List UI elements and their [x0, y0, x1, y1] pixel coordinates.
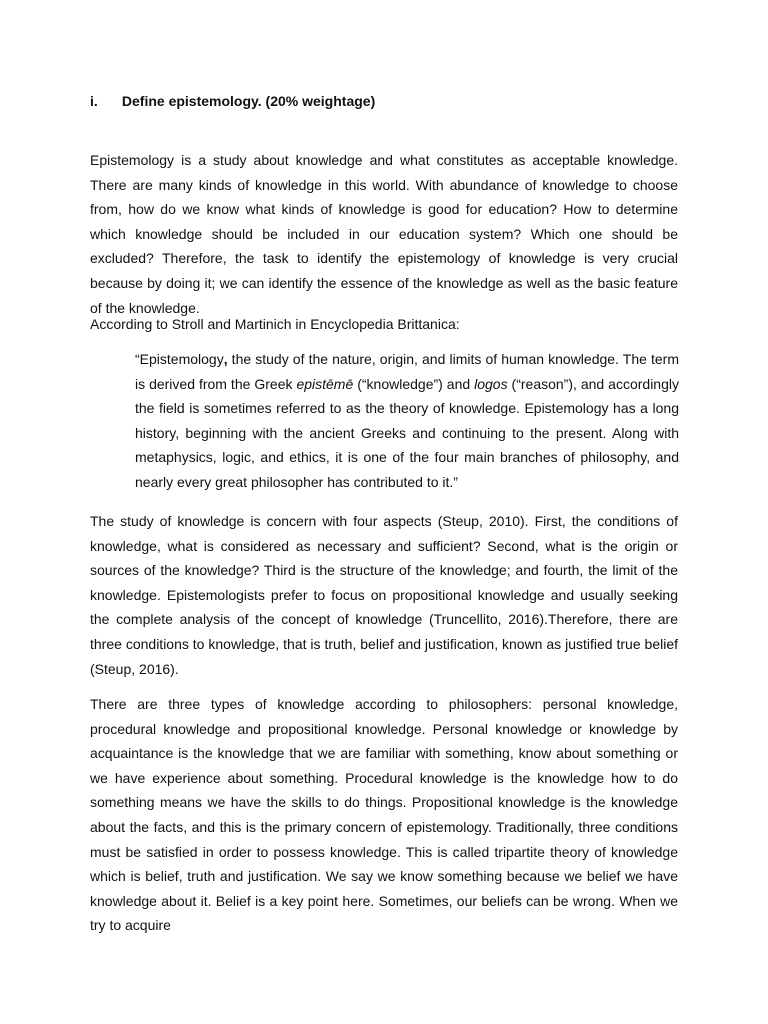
paragraph-intro: Epistemology is a study about knowledge and what constitutes as acceptable knowledge. There are many kinds of knowledge in this world. With abundance of knowledge to choose from, how do we know what kinds of knowledge is good for education? How to determine which knowledge should be included in our education system? Which one should be excluded? Therefore, the task to identify the epistemology of knowledge is very crucial because by doing it; we can identify the essence of the knowledge as well as the basic feature of the knowledge.	[90, 152, 678, 316]
quote-part3: (“reason”), and accordingly the field is sometimes referred to as the theory of knowledge. Epistemology has a long history, beginning with the ancient Greeks and continuing to the present. Along with metaphysics, logic, and ethics, it is one of the four main branches of philosophy, and nearly every great philosopher has contributed to it.”	[135, 375, 679, 490]
paragraph-according-to: According to Stroll and Martinich in Encyclopedia Brittanica:	[90, 316, 460, 332]
quote-part1: the study of the nature, origin, and limits of human knowledge. The term is derived from the Greek	[135, 351, 679, 392]
quote-open: “Epistemology	[135, 351, 224, 367]
quote-comma: ,	[223, 351, 228, 367]
quote-term-episteme: epistēmē	[296, 375, 354, 392]
quote-part2: (“knowledge”) and	[353, 375, 475, 392]
block-quote	[135, 347, 679, 495]
paragraph-study-of-knowledge: The study of knowledge is concern with four aspects (Steup, 2010). First, the conditions of knowledge, what is considered as necessary and sufficient? Second, what is the origin or sources of the knowledge? Third is the structure of the knowledge; and fourth, the limit of the knowledge. Epistemologists prefer to focus on propositional knowledge and usually seeking the complete analysis of the concept of knowledge (Truncellito, 2016).Therefore, there are three conditions to knowledge, that is truth, belief and justification, known as justified true belief (Steup, 2016).	[90, 513, 678, 677]
paragraph-types-of-knowledge: There are three types of knowledge according to philosophers: personal knowledge, procedural knowledge and propositional knowledge. Personal knowledge or knowledge by acquaintance is the knowledge that we are familiar with something, know about something or we have experience about something. Procedural knowledge is the knowledge how to do something means we have the skills to do things. Propositional knowledge is the knowledge about the facts, and this is the primary concern of epistemology. Traditionally, three conditions must be satisfied in order to possess knowledge. This is called tripartite theory of knowledge which is belief, truth and justification. We say we know something because we belief we have knowledge about it. Belief is a key point here. Sometimes, our beliefs can be wrong. When we try to acquire	[90, 696, 678, 934]
quote-term-logos: logos	[474, 375, 508, 392]
section-heading	[90, 91, 375, 111]
section-title: Define epistemology. (20% weightage)	[121, 93, 376, 109]
section-number: i.	[90, 93, 98, 109]
